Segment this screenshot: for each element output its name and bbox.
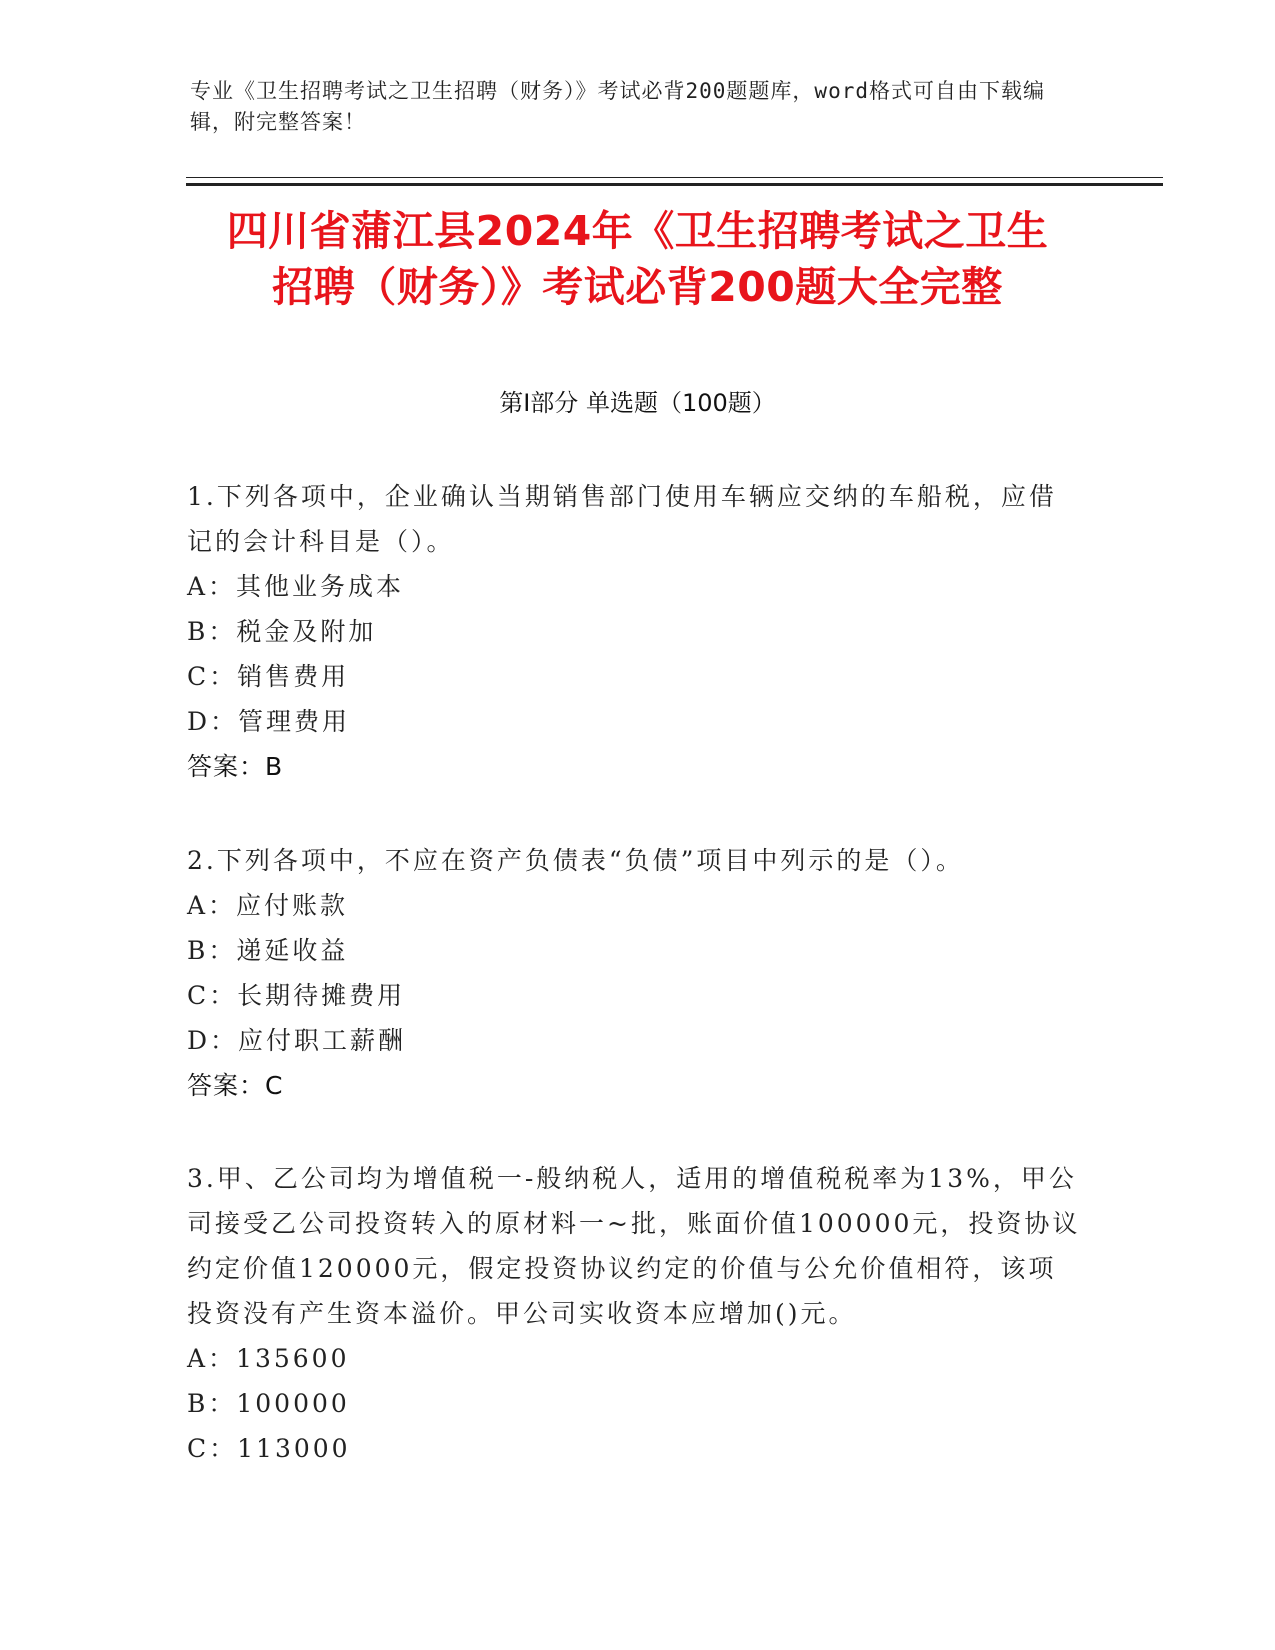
answer: 答案：B	[187, 752, 284, 781]
header-divider-thick	[186, 183, 1163, 186]
document-title	[160, 203, 1115, 315]
option-b: B：100000	[187, 1389, 350, 1418]
section-title: 第Ⅰ部分 单选题（100题）	[499, 389, 776, 417]
option-b: B：税金及附加	[187, 617, 377, 646]
question-stem: 1.下列各项中，企业确认当期销售部门使用车辆应交纳的车船税，应借记的会计科目是（）。	[187, 482, 1057, 556]
question-stem: 3.甲、乙公司均为增值税一-般纳税人，适用的增值税税率为13%，甲公司接受乙公司投资转入的原材料一~批，账面价值100000元，投资协议约定价值120000元，假定投资协议约定的价值与公允价值相符，该项投资没有产生资本溢价。甲公司实收资本应增加()元。	[187, 1164, 1081, 1328]
header-note: 专业《卫生招聘考试之卫生招聘（财务）》考试必背200题题库，word格式可自由下载编辑，附完整答案！	[190, 79, 1045, 134]
question-1	[187, 474, 1082, 789]
option-c: C：113000	[187, 1434, 351, 1463]
option-d: D：应付职工薪酬	[187, 1026, 407, 1055]
question-2	[187, 838, 1082, 1108]
title-line-1: 四川省蒲江县2024年《卫生招聘考试之卫生	[226, 207, 1049, 255]
option-c: C：销售费用	[187, 662, 350, 691]
option-b: B：递延收益	[187, 936, 349, 965]
question-stem: 2.下列各项中，不应在资产负债表“负债”项目中列示的是（）。	[187, 846, 964, 875]
header-divider-thin	[186, 177, 1163, 178]
option-a: A：135600	[187, 1344, 350, 1373]
answer: 答案：C	[187, 1071, 284, 1100]
option-d: D：管理费用	[187, 707, 351, 736]
option-a: A：应付账款	[187, 891, 349, 920]
option-a: A：其他业务成本	[187, 572, 405, 601]
option-c: C：长期待摊费用	[187, 981, 406, 1010]
question-3	[187, 1156, 1082, 1471]
title-line-2: 招聘（财务）》考试必背200题大全完整	[272, 263, 1003, 311]
